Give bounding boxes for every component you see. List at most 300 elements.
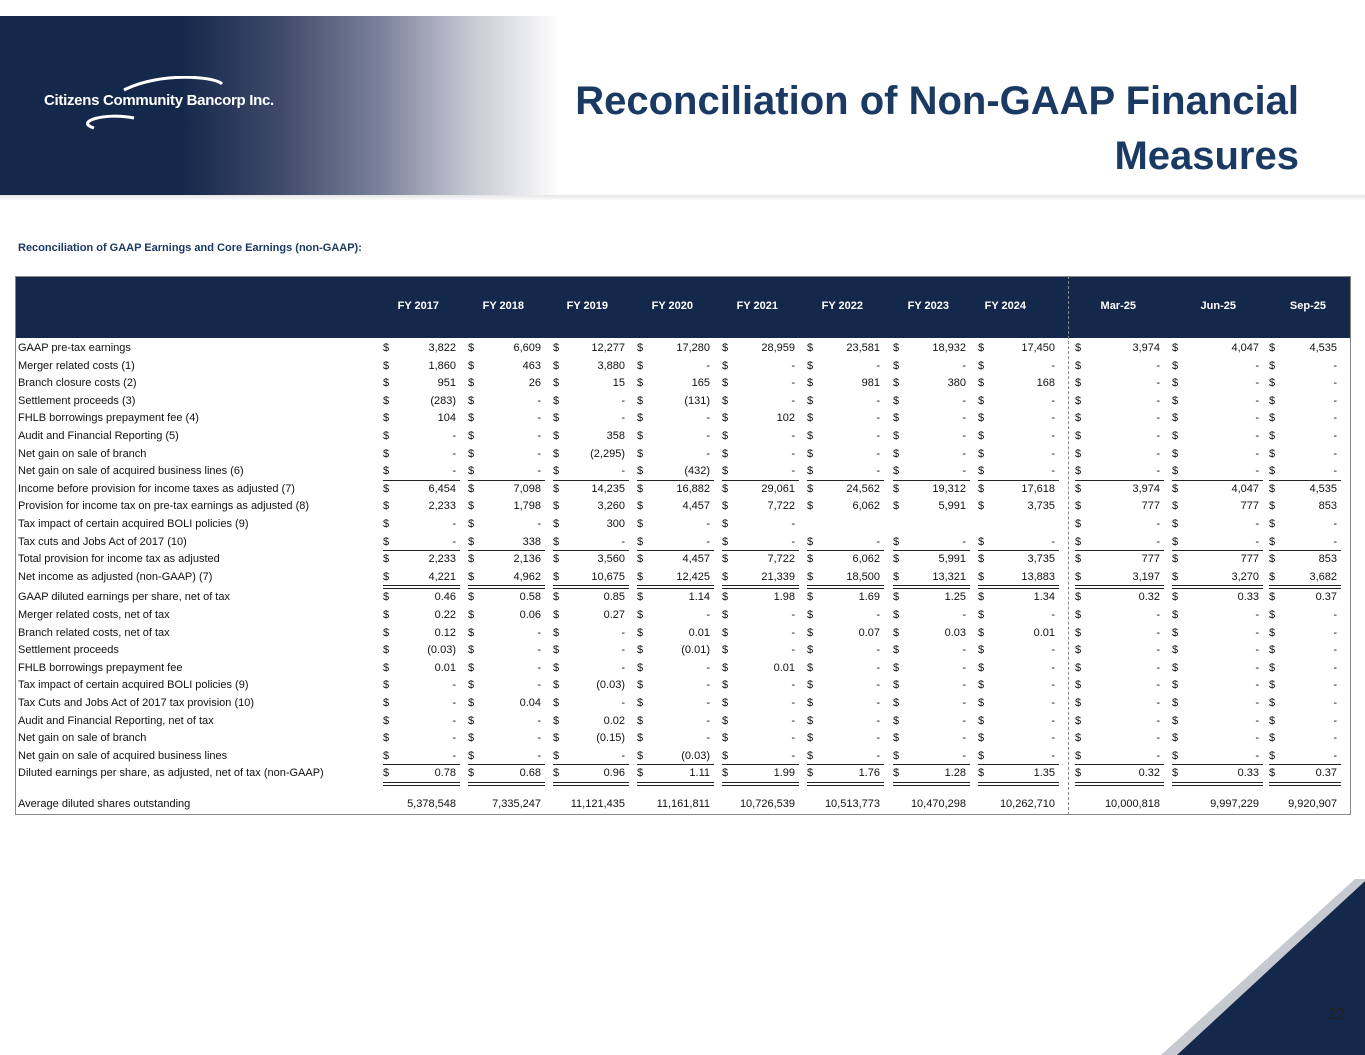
dollar-sign: $ [383, 447, 390, 460]
dollar-sign: $ [383, 679, 390, 692]
dollar-sign: $ [722, 661, 729, 674]
cell-value: 18,500 [846, 570, 880, 583]
cell-value: 3,560 [597, 553, 625, 566]
dollar-sign: $ [553, 447, 560, 460]
row-label: Provision for income tax on pre-tax earnings as adjusted (8) [18, 500, 310, 513]
dollar-sign: $ [893, 732, 900, 745]
dollar-sign: $ [978, 644, 985, 657]
cell-value: - [1051, 732, 1055, 745]
cell-value: - [1333, 661, 1337, 674]
cell-value: 11,161,811 [656, 798, 710, 810]
row-label: Merger related costs (1) [18, 359, 135, 372]
dollar-sign: $ [978, 482, 985, 495]
dollar-sign: $ [1075, 535, 1082, 548]
dollar-sign: $ [553, 591, 560, 604]
dollar-sign: $ [383, 732, 390, 745]
dollar-sign: $ [553, 661, 560, 674]
title-line-2: Measures [1114, 134, 1299, 178]
dollar-sign: $ [722, 553, 729, 566]
cell-value: 380 [947, 377, 966, 390]
dollar-sign: $ [468, 626, 475, 639]
dollar-sign: $ [722, 518, 729, 530]
cell-value: - [1333, 465, 1337, 478]
dollar-sign: $ [637, 609, 644, 621]
cell-value: - [1333, 447, 1337, 460]
cell-value: - [791, 535, 795, 548]
row-label: Diluted earnings per share, as adjusted, net of tax (non-GAAP) [18, 767, 324, 780]
cell-value: (0.03) [427, 644, 456, 657]
cell-value: 951 [437, 377, 456, 390]
cell-value: 28,959 [761, 342, 795, 354]
cell-value: 0.33 [1237, 591, 1259, 604]
cell-value: - [1051, 661, 1055, 674]
cell-value: 0.27 [603, 609, 625, 621]
cell-value: (0.03) [681, 749, 710, 762]
corner-decoration [1155, 865, 1365, 1055]
dollar-sign: $ [637, 570, 644, 583]
cell-value: - [452, 714, 456, 727]
dollar-sign: $ [553, 553, 560, 566]
dollar-sign: $ [468, 609, 475, 621]
dollar-sign: $ [893, 535, 900, 548]
dollar-sign: $ [637, 661, 644, 674]
dollar-sign: $ [553, 377, 560, 390]
dollar-sign: $ [1172, 430, 1179, 442]
dollar-sign: $ [1075, 679, 1082, 692]
dollar-sign: $ [383, 535, 390, 548]
cell-value: 1.69 [858, 591, 880, 604]
row-label: GAAP pre-tax earnings [18, 342, 131, 354]
dollar-sign: $ [553, 359, 560, 372]
cell-value: 463 [522, 359, 541, 372]
cell-value: 4,962 [513, 570, 541, 583]
column-header: FY 2017 [397, 300, 439, 312]
cell-value: 0.32 [1138, 591, 1160, 604]
cell-value: (131) [684, 394, 710, 407]
cell-value: - [1051, 697, 1055, 709]
dollar-sign: $ [637, 518, 644, 530]
cell-value: - [1051, 447, 1055, 460]
row-label: Average diluted shares outstanding [18, 798, 191, 810]
cell-value: 23,581 [846, 342, 880, 354]
cell-value: - [537, 732, 541, 745]
cell-value: - [962, 359, 966, 372]
cell-value: 777 [1141, 500, 1160, 513]
cell-value: 11,121,435 [570, 798, 625, 810]
cell-value: 1.35 [1033, 767, 1055, 780]
cell-value: 1.98 [773, 591, 795, 604]
dollar-sign: $ [722, 500, 729, 513]
cell-value: - [1333, 626, 1337, 639]
cell-value: 1,860 [428, 359, 456, 372]
cell-value: 4,457 [682, 500, 710, 513]
dollar-sign: $ [893, 591, 900, 604]
column-header: FY 2019 [566, 300, 608, 312]
column-header: FY 2020 [651, 300, 693, 312]
cell-value: 10,470,298 [910, 798, 966, 810]
cell-value: - [537, 412, 541, 425]
cell-value: 9,920,907 [1288, 798, 1337, 810]
dollar-sign: $ [1172, 500, 1179, 513]
cell-value: - [962, 430, 966, 442]
cell-value: 3,735 [1027, 500, 1055, 513]
dollar-sign: $ [1172, 482, 1179, 495]
cell-value: 777 [1240, 553, 1259, 566]
dollar-sign: $ [1075, 342, 1082, 354]
dollar-sign: $ [468, 644, 475, 657]
dollar-sign: $ [893, 482, 900, 495]
cell-value: - [706, 609, 710, 621]
dollar-sign: $ [1172, 697, 1179, 709]
dollar-sign: $ [1075, 447, 1082, 460]
cell-value: (0.01) [681, 644, 710, 657]
cell-value: - [1255, 535, 1259, 548]
dollar-sign: $ [978, 465, 985, 478]
dollar-sign: $ [383, 359, 390, 372]
dollar-sign: $ [553, 570, 560, 583]
cell-value: 853 [1318, 500, 1337, 513]
cell-value: - [621, 626, 625, 639]
cell-value: - [706, 518, 710, 530]
cell-value: - [452, 535, 456, 548]
cell-value: - [1255, 697, 1259, 709]
dollar-sign: $ [383, 482, 390, 495]
cell-value: 777 [1141, 553, 1160, 566]
cell-value: - [1255, 518, 1259, 530]
dollar-sign: $ [637, 732, 644, 745]
cell-value: 12,425 [676, 570, 710, 583]
dollar-sign: $ [383, 714, 390, 727]
dollar-sign: $ [722, 767, 729, 780]
dollar-sign: $ [1269, 482, 1276, 495]
dollar-sign: $ [893, 609, 900, 621]
cell-value: - [791, 714, 795, 727]
dollar-sign: $ [807, 359, 814, 372]
dollar-sign: $ [468, 518, 475, 530]
title-line-1: Reconciliation of Non-GAAP Financial [575, 79, 1299, 123]
dollar-sign: $ [978, 535, 985, 548]
dollar-sign: $ [1075, 697, 1082, 709]
dollar-sign: $ [468, 430, 475, 442]
cell-value: 1,798 [513, 500, 541, 513]
cell-value: 18,932 [932, 342, 966, 354]
dollar-sign: $ [553, 609, 560, 621]
cell-value: - [1333, 430, 1337, 442]
cell-value: - [706, 661, 710, 674]
dollar-sign: $ [893, 377, 900, 390]
dollar-sign: $ [637, 394, 644, 407]
dollar-sign: $ [1269, 535, 1276, 548]
dollar-sign: $ [1269, 697, 1276, 709]
cell-value: 10,000,818 [1104, 798, 1160, 810]
column-header: FY 2021 [736, 300, 778, 312]
cell-value: 6,609 [513, 342, 541, 354]
cell-value: - [1156, 359, 1160, 372]
dollar-sign: $ [807, 591, 814, 604]
row-label: GAAP diluted earnings per share, net of tax [18, 591, 230, 604]
cell-value: 9,997,229 [1210, 798, 1259, 810]
dollar-sign: $ [468, 535, 475, 548]
dollar-sign: $ [1269, 714, 1276, 727]
dollar-sign: $ [978, 661, 985, 674]
reconciliation-table [15, 276, 1351, 815]
dollar-sign: $ [722, 359, 729, 372]
cell-value: - [706, 359, 710, 372]
dollar-sign: $ [383, 412, 390, 425]
dollar-sign: $ [893, 697, 900, 709]
dollar-sign: $ [1269, 732, 1276, 745]
cell-value: - [1051, 535, 1055, 548]
dollar-sign: $ [468, 697, 475, 709]
dollar-sign: $ [1269, 626, 1276, 639]
cell-value: 13,883 [1021, 570, 1055, 583]
cell-value: - [1051, 679, 1055, 692]
cell-value: 0.37 [1315, 767, 1337, 780]
cell-value: 0.03 [944, 626, 966, 639]
cell-value: - [876, 359, 880, 372]
cell-value: - [962, 412, 966, 425]
dollar-sign: $ [807, 482, 814, 495]
cell-value: - [791, 609, 795, 621]
dollar-sign: $ [722, 535, 729, 548]
dollar-sign: $ [807, 342, 814, 354]
cell-value: 26 [528, 377, 541, 390]
dollar-sign: $ [553, 644, 560, 657]
cell-value: - [1156, 518, 1160, 530]
cell-value: - [876, 749, 880, 762]
cell-value: 1.25 [944, 591, 966, 604]
cell-value: 0.96 [603, 767, 625, 780]
cell-value: 0.01 [1033, 626, 1055, 639]
dollar-sign: $ [978, 553, 985, 566]
cell-value: - [876, 697, 880, 709]
dollar-sign: $ [807, 553, 814, 566]
dollar-sign: $ [978, 430, 985, 442]
column-header: FY 2022 [821, 300, 863, 312]
cell-value: - [537, 447, 541, 460]
cell-value: 7,335,247 [492, 798, 541, 810]
dollar-sign: $ [978, 412, 985, 425]
cell-value: - [706, 535, 710, 548]
dollar-sign: $ [1075, 482, 1082, 495]
cell-value: - [962, 732, 966, 745]
dollar-sign: $ [1075, 553, 1082, 566]
dollar-sign: $ [807, 570, 814, 583]
cell-value: 168 [1036, 377, 1055, 390]
cell-value: - [1051, 609, 1055, 621]
page-number: 22 [1327, 1006, 1345, 1023]
cell-value: - [791, 697, 795, 709]
dollar-sign: $ [978, 767, 985, 780]
row-label: Net gain on sale of acquired business lines (6) [18, 465, 244, 478]
row-label: Tax cuts and Jobs Act of 2017 (10) [18, 535, 187, 548]
cell-value: 0.85 [603, 591, 625, 604]
cell-value: - [876, 679, 880, 692]
row-label: Branch related costs, net of tax [18, 626, 170, 639]
cell-value: 777 [1240, 500, 1259, 513]
dollar-sign: $ [637, 714, 644, 727]
dollar-sign: $ [637, 644, 644, 657]
dollar-sign: $ [1172, 714, 1179, 727]
cell-value: 1.11 [689, 767, 710, 780]
dollar-sign: $ [468, 591, 475, 604]
dollar-sign: $ [1172, 518, 1179, 530]
cell-value: - [537, 518, 541, 530]
cell-value: (432) [684, 465, 710, 478]
row-label: Settlement proceeds [18, 644, 119, 657]
dollar-sign: $ [1172, 359, 1179, 372]
cell-value: 7,722 [767, 553, 795, 566]
cell-value: 4,535 [1309, 482, 1337, 495]
dollar-sign: $ [807, 500, 814, 513]
dollar-sign: $ [553, 430, 560, 442]
cell-value: - [791, 430, 795, 442]
cell-value: - [791, 644, 795, 657]
cell-value: 0.07 [858, 626, 880, 639]
dollar-sign: $ [553, 749, 560, 762]
dollar-sign: $ [893, 644, 900, 657]
cell-value: - [1051, 394, 1055, 407]
cell-value: - [452, 430, 456, 442]
dollar-sign: $ [468, 394, 475, 407]
dollar-sign: $ [1269, 570, 1276, 583]
column-header: FY 2023 [907, 300, 949, 312]
cell-value: 0.33 [1237, 767, 1259, 780]
cell-value: - [621, 535, 625, 548]
dollar-sign: $ [978, 749, 985, 762]
dollar-sign: $ [1172, 447, 1179, 460]
cell-value: 3,197 [1132, 570, 1160, 583]
dollar-sign: $ [1172, 732, 1179, 745]
cell-value: - [1255, 359, 1259, 372]
cell-value: - [706, 714, 710, 727]
dollar-sign: $ [1269, 465, 1276, 478]
cell-value: - [452, 447, 456, 460]
cell-value: - [876, 661, 880, 674]
cell-value: 4,221 [428, 570, 456, 583]
dollar-sign: $ [1172, 377, 1179, 390]
dollar-sign: $ [1172, 342, 1179, 354]
dollar-sign: $ [637, 482, 644, 495]
cell-value: - [962, 535, 966, 548]
cell-value: - [1333, 714, 1337, 727]
dollar-sign: $ [553, 767, 560, 780]
cell-value: - [1255, 644, 1259, 657]
cell-value: - [962, 465, 966, 478]
cell-value: 10,726,539 [739, 798, 795, 810]
dollar-sign: $ [1075, 377, 1082, 390]
dollar-sign: $ [383, 430, 390, 442]
cell-value: 0.04 [519, 697, 541, 709]
dollar-sign: $ [553, 500, 560, 513]
dollar-sign: $ [383, 697, 390, 709]
dollar-sign: $ [383, 609, 390, 621]
cell-value: - [791, 732, 795, 745]
cell-value: 14,235 [591, 482, 625, 495]
dollar-sign: $ [978, 394, 985, 407]
dollar-sign: $ [1172, 626, 1179, 639]
cell-value: - [791, 749, 795, 762]
cell-value: 6,454 [428, 482, 456, 495]
cell-value: (0.03) [596, 679, 625, 692]
dollar-sign: $ [383, 518, 390, 530]
dollar-sign: $ [893, 447, 900, 460]
dollar-sign: $ [1269, 500, 1276, 513]
cell-value: 0.01 [773, 661, 795, 674]
dollar-sign: $ [978, 447, 985, 460]
cell-value: - [1051, 749, 1055, 762]
cell-value: - [1156, 626, 1160, 639]
cell-value: 7,098 [513, 482, 541, 495]
dollar-sign: $ [1172, 535, 1179, 548]
cell-value: - [1255, 749, 1259, 762]
cell-value: - [706, 430, 710, 442]
row-label: Net income as adjusted (non-GAAP) (7) [18, 570, 213, 583]
cell-value: 10,675 [591, 570, 625, 583]
dollar-sign: $ [468, 661, 475, 674]
cell-value: - [1255, 661, 1259, 674]
section-label: Reconciliation of GAAP Earnings and Core Earnings (non-GAAP): [18, 242, 362, 254]
dollar-sign: $ [468, 553, 475, 566]
cell-value: - [537, 644, 541, 657]
dollar-sign: $ [978, 626, 985, 639]
dollar-sign: $ [1075, 749, 1082, 762]
dollar-sign: $ [978, 609, 985, 621]
row-label: Net gain on sale of branch [18, 732, 147, 745]
cell-value: 17,280 [676, 342, 710, 354]
dollar-sign: $ [893, 394, 900, 407]
cell-value: - [962, 679, 966, 692]
cell-value: 0.12 [434, 626, 456, 639]
dollar-sign: $ [978, 679, 985, 692]
dollar-sign: $ [722, 447, 729, 460]
dollar-sign: $ [722, 714, 729, 727]
dollar-sign: $ [1269, 447, 1276, 460]
cell-value: 358 [606, 430, 625, 442]
cell-value: - [1255, 430, 1259, 442]
cell-value: 104 [437, 412, 456, 425]
dollar-sign: $ [722, 626, 729, 639]
dollar-sign: $ [807, 679, 814, 692]
page-title [539, 74, 1299, 184]
dollar-sign: $ [553, 697, 560, 709]
row-label: Tax impact of certain acquired BOLI policies (9) [18, 679, 249, 692]
cell-value: - [452, 518, 456, 530]
cell-value: 1.76 [858, 767, 880, 780]
dollar-sign: $ [1269, 342, 1276, 354]
dollar-sign: $ [637, 430, 644, 442]
dollar-sign: $ [553, 732, 560, 745]
cell-value: - [621, 644, 625, 657]
dollar-sign: $ [722, 412, 729, 425]
dollar-sign: $ [1075, 626, 1082, 639]
cell-value: 165 [691, 377, 710, 390]
cell-value: 102 [776, 412, 795, 425]
cell-value: - [876, 394, 880, 407]
dollar-sign: $ [468, 767, 475, 780]
cell-value: - [1255, 732, 1259, 745]
dollar-sign: $ [553, 535, 560, 548]
cell-value: 300 [606, 518, 625, 530]
dollar-sign: $ [893, 749, 900, 762]
dollar-sign: $ [722, 394, 729, 407]
dollar-sign: $ [637, 342, 644, 354]
cell-value: - [1051, 465, 1055, 478]
cell-value: 4,047 [1231, 342, 1259, 354]
dollar-sign: $ [553, 412, 560, 425]
dollar-sign: $ [1172, 679, 1179, 692]
row-label: Tax Cuts and Jobs Act of 2017 tax provision (10) [18, 697, 255, 709]
